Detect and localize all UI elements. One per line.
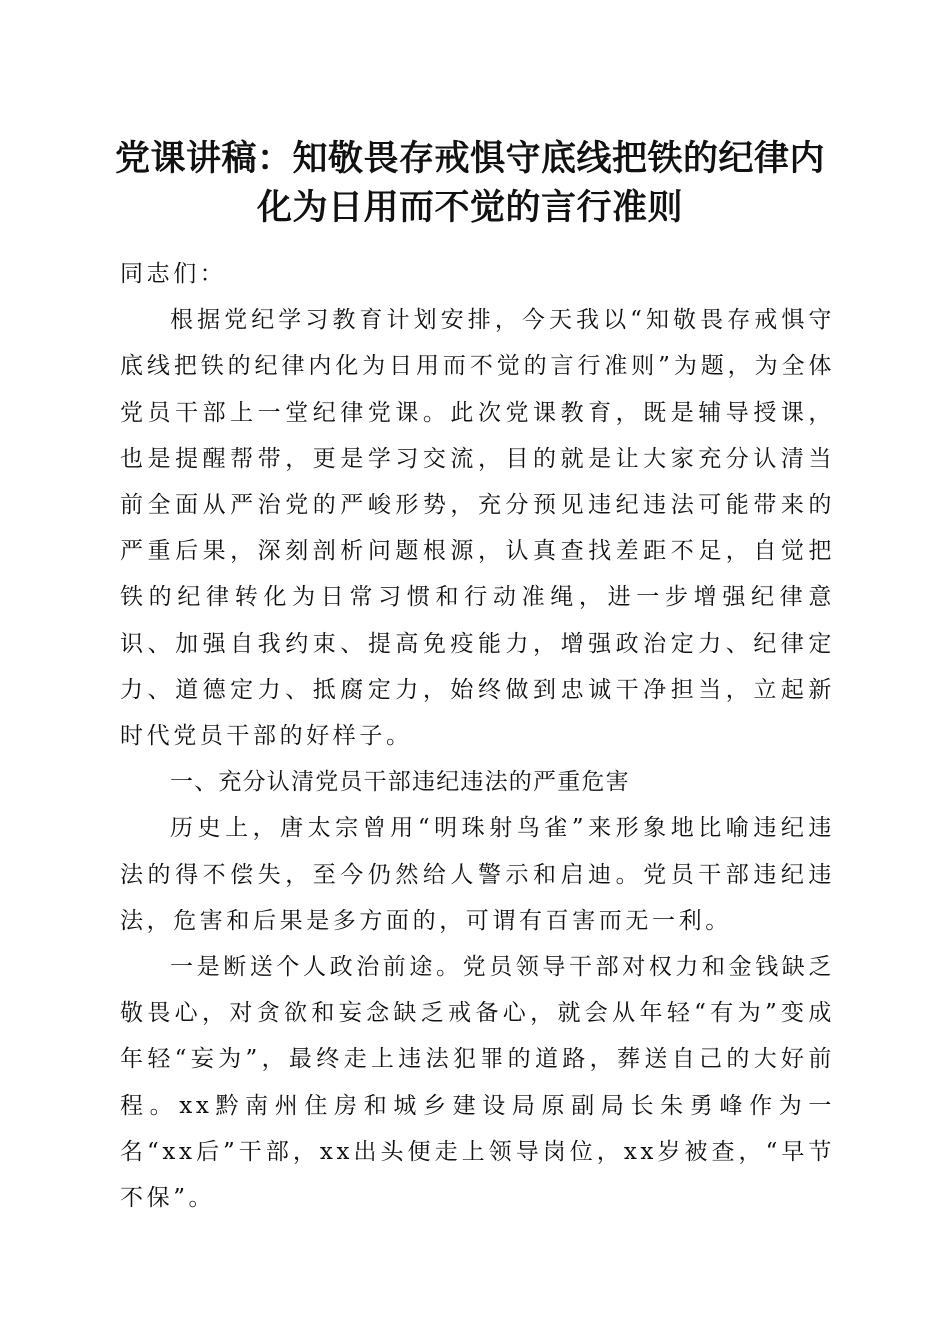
paragraph-history: 历史上，唐太宗曾用“明珠射鸟雀”来形象地比喻违纪违法的得不偿失，至今仍然给人警示和启迪。党员干部违纪违法，危害和后果是多方面的，可谓有百害而无一利。 [120, 815, 835, 934]
document-title [100, 134, 840, 232]
document-body [120, 251, 835, 1221]
title-line-2: 化为日用而不觉的言行准则 [256, 187, 683, 228]
point-1-lead: 一是断送个人政治前途。 [170, 954, 463, 981]
paragraph-point-1 [120, 944, 835, 1221]
point-1-body: 党员领导干部对权力和金钱缺乏敬畏心，对贪欲和妄念缺乏戒备心，就会从年轻“有为”变成年轻“妄为”，最终走上违法犯罪的道路，葬送自己的大好前程。xx黔南州住房和城乡建设局原副局长朱勇峰作为一名“xx后”干部，xx出头便走上领导岗位，xx岁被查，“早节不保”。 [120, 954, 836, 1212]
title-line-1: 党课讲稿：知敬畏存戒惧守底线把铁的纪律内 [114, 138, 825, 179]
salutation: 同志们： [120, 261, 227, 287]
paragraph-intro: 根据党纪学习教育计划安排，今天我以“知敬畏存戒惧守底线把铁的纪律内化为日用而不觉的言行准则”为题，为全体党员干部上一堂纪律党课。此次党课教育，既是辅导授课，也是提醒帮带，更是学习交流，目的就是让大家充分认清当前全面从严治党的严峻形势，充分预见违纪违法可能带来的严重后果，深刻剖析问题根源，认真查找差距不足，自觉把铁的纪律转化为日常习惯和行动准绳，进一步增强纪律意识、加强自我约束、提高免疫能力，增强政治定力、纪律定力、道德定力、抵腐定力，始终做到忠诚干净担当，立起新时代党员干部的好样子。 [120, 307, 835, 750]
section-heading-1: 一、充分认清党员干部违纪违法的严重危害 [170, 769, 630, 796]
